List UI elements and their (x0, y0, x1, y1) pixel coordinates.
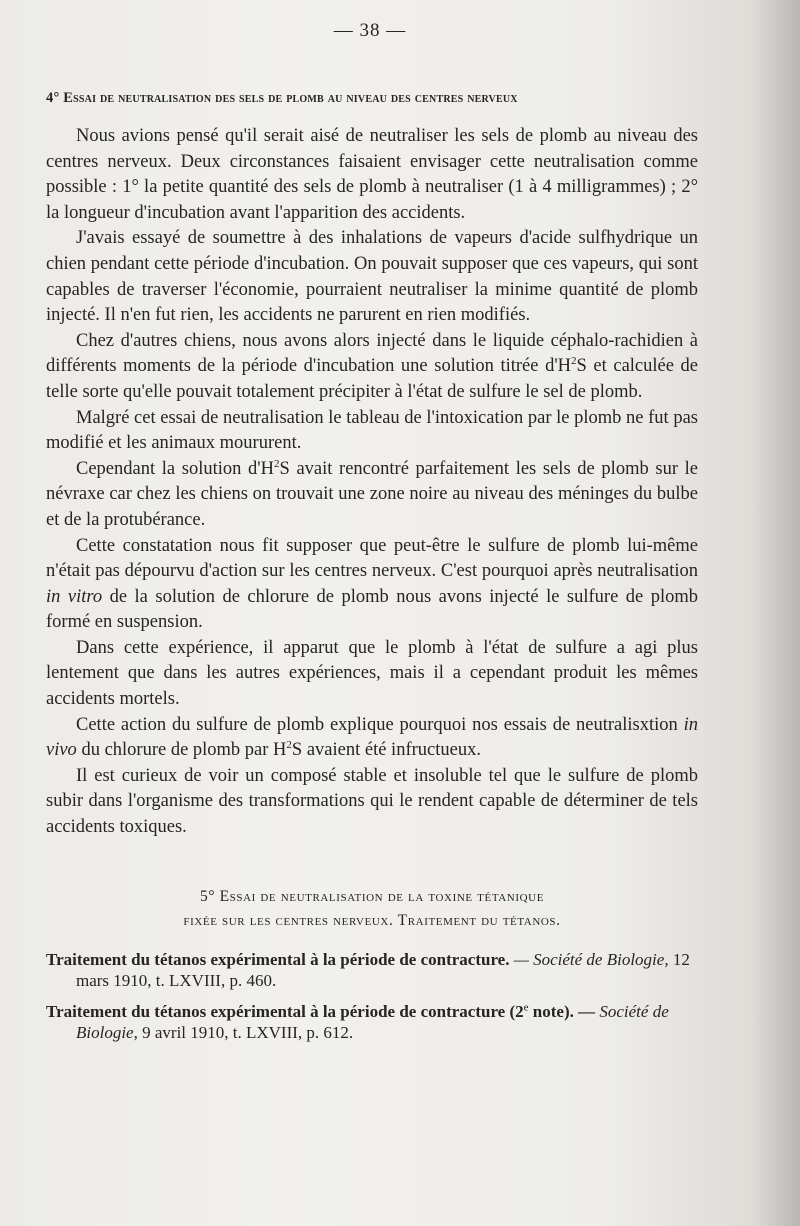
superscript: 2 (571, 355, 577, 368)
paragraph-text: J'avais essayé de soumettre à des inhalations de vapeurs d'acide sulfhydrique un chien pendant cette période d'incubation. On pouvait supposer que ces vapeurs, qui sont capables de traverser l'économie, pourraient neutraliser la minime quantité de plomb injecté. Il n'en fut rien, les accidents ne parurent en rien modifiés. (46, 228, 698, 326)
paragraph-7 (46, 636, 698, 713)
italic-phrase: in vivo (46, 714, 698, 761)
paragraph-4 (46, 406, 698, 457)
paragraph-text: Malgré cet essai de neutralisation le tableau de l'intoxication par le plomb ne fut pas modifié et les animaux moururent. (46, 407, 698, 454)
paragraph-text: Dans cette expérience, il apparut que le plomb à l'état de sulfure a agi plus lentement que dans les autres expériences, mais il a cependant produit les mêmes accidents mortels. (46, 637, 698, 710)
paragraph-2 (46, 226, 698, 328)
section-5-line-1: 5° Essai de neutralisation de la toxine tétanique (199, 887, 545, 905)
superscript: 2 (274, 457, 280, 470)
page-number: — 38 — (333, 20, 407, 41)
paragraph-1 (46, 124, 698, 226)
paragraph-text: Chez d'autres chiens, nous avons alors injecté dans le liquide céphalo-rachidien à différents moments de la période d'incubation une solution titrée d'H (46, 330, 698, 377)
section-4-number: 4° (46, 90, 60, 106)
page-content (46, 86, 698, 1053)
paragraph-text: Cette action du sulfure de plomb explique pourquoi nos essais de neutralisxtion (76, 714, 684, 735)
reference-journal: — Société de Biologie, (513, 949, 669, 969)
paragraph-text: Nous avions pensé qu'il serait aisé de neutraliser les sels de plomb au niveau des centres nerveux. Deux circonstances faisaient envisager cette neutralisation comme possible : 1° la petite quantité des sels de plomb à neutraliser (1 à 4 milligrammes) ; 2° la longueur d'incubation avant l'apparition des accidents. (46, 126, 698, 223)
paragraph-6 (46, 534, 698, 636)
paragraph-text: Cette constatation nous fit supposer que peut-être le sulfure de plomb lui-même n'était pas dépourvu d'action sur les centres nerveux. C'est pourquoi après neutralisation (46, 535, 698, 582)
paragraph-text: Cependant la solution d'H (76, 458, 274, 479)
paragraph-text: S et calculée de telle sorte qu'elle pouvait totalement précipiter à l'état de sulfure le sel de plomb. (46, 356, 698, 402)
reference-journal: Société de Biologie, (76, 1001, 669, 1042)
reference-title: Traitement du tétanos expérimental à la période de contracture. (46, 949, 510, 969)
paragraph-9 (46, 764, 698, 841)
paragraph-text: du chlorure de plomb par H (76, 740, 287, 761)
section-5-heading (46, 885, 698, 933)
reference-details: 12 mars 1910, t. LXVIII, p. 460. (76, 949, 690, 990)
reference-title: note). — (528, 1001, 596, 1021)
section-5-line-2: fixée sur les centres nerveux. Traitement du tétanos. (183, 911, 561, 929)
paragraph-8 (46, 713, 698, 764)
reference-item (46, 949, 698, 991)
paragraph-text: Il est curieux de voir un composé stable et insoluble tel que le sulfure de plomb subir dans l'organisme des transformations qui le rendent capable de déterminer de tels accidents toxiques. (46, 765, 698, 838)
section-4-heading (46, 86, 698, 110)
italic-phrase: in vitro (46, 586, 103, 607)
paragraph-text: S avait rencontré parfaitement les sels de plomb sur le névraxe car chez les chiens on trouvait une zone noire au niveau des méninges du bulbe et de la protubérance. (46, 458, 698, 530)
paragraph-3 (46, 329, 698, 406)
paragraph-text: S avaient été infructueux. (291, 740, 481, 761)
paragraph-5 (46, 457, 698, 534)
reference-item (46, 1001, 698, 1043)
reference-title: Traitement du tétanos expérimental à la période de contracture (2 (46, 1001, 524, 1021)
section-4-title: Essai de neutralisation des sels de plomb au niveau des centres nerveux (63, 90, 518, 106)
reference-list (46, 949, 698, 1043)
paragraph-text: de la solution de chlorure de plomb nous avons injecté le sulfure de plomb formé en suspension. (46, 586, 698, 633)
reference-details: 9 avril 1910, t. LXVIII, p. 612. (137, 1022, 354, 1042)
superscript: 2 (286, 739, 292, 752)
superscript: e (523, 1000, 529, 1013)
